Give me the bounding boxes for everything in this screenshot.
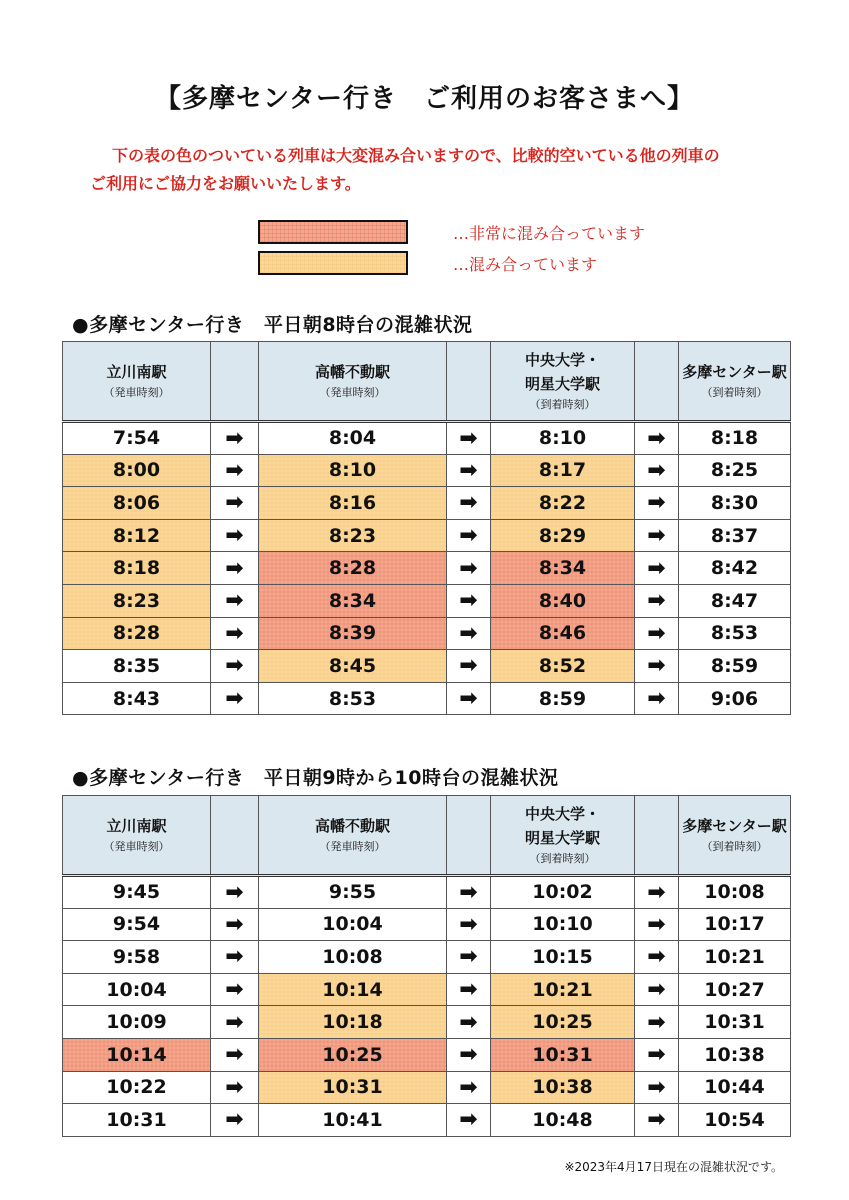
footnote: ※2023年4月17日現在の混雑状況です。 [564,1160,783,1174]
right-arrow-icon: ➡ [635,552,679,585]
time-cell: 8:30 [679,487,791,520]
right-arrow-icon: ➡ [447,876,491,909]
time-cell: 10:38 [491,1071,635,1104]
table-row [63,487,791,520]
notice-text [90,142,790,198]
header-station-0 [63,796,211,876]
time-cell: 8:00 [63,454,211,487]
time-cell: 8:52 [491,650,635,683]
time-type-label: （到着時刻） [529,398,596,411]
time-type-label: （到着時刻） [529,852,596,865]
right-arrow-icon: ➡ [211,908,259,941]
right-arrow-icon: ➡ [447,650,491,683]
table-row [63,682,791,715]
table-row [63,1104,791,1137]
header-arrow-spacer [211,796,259,876]
station-name-line-1: 中央大学・ [524,805,600,823]
right-arrow-icon: ➡ [447,1038,491,1071]
legend-very-crowded [258,219,678,245]
header-arrow-spacer [635,342,679,422]
right-arrow-icon: ➡ [447,941,491,974]
time-cell: 8:17 [491,454,635,487]
right-arrow-icon: ➡ [635,519,679,552]
time-cell: 9:06 [679,682,791,715]
station-name: 高幡不動駅 [314,817,390,835]
right-arrow-icon: ➡ [635,908,679,941]
legend-crowded [258,250,678,276]
time-cell: 10:44 [679,1071,791,1104]
time-cell: 10:41 [259,1104,447,1137]
time-cell: 8:53 [679,617,791,650]
time-cell: 8:18 [63,552,211,585]
time-type-label: （発車時刻） [103,386,170,399]
time-cell: 10:38 [679,1038,791,1071]
right-arrow-icon: ➡ [211,487,259,520]
time-cell: 8:34 [491,552,635,585]
right-arrow-icon: ➡ [211,519,259,552]
station-name: 立川南駅 [106,817,167,835]
time-cell: 10:25 [259,1038,447,1071]
header-row [63,342,791,422]
right-arrow-icon: ➡ [635,650,679,683]
time-cell: 10:14 [63,1038,211,1071]
time-cell: 10:04 [259,908,447,941]
header-row [63,796,791,876]
crowded-swatch [258,251,408,275]
timetable-8am [62,341,791,715]
right-arrow-icon: ➡ [447,973,491,1006]
table-row [63,973,791,1006]
right-arrow-icon: ➡ [635,876,679,909]
right-arrow-icon: ➡ [211,682,259,715]
time-cell: 10:04 [63,973,211,1006]
section-heading-8am: ●多摩センター行き 平日朝8時台の混雑状況 [72,314,473,336]
time-cell: 10:15 [491,941,635,974]
right-arrow-icon: ➡ [635,1006,679,1039]
right-arrow-icon: ➡ [211,1071,259,1104]
time-cell: 8:10 [259,454,447,487]
time-cell: 10:48 [491,1104,635,1137]
time-cell: 10:14 [259,973,447,1006]
right-arrow-icon: ➡ [635,584,679,617]
time-cell: 10:31 [63,1104,211,1137]
time-cell: 8:40 [491,584,635,617]
header-station-1 [259,342,447,422]
right-arrow-icon: ➡ [447,454,491,487]
table-row [63,941,791,974]
table-row [63,650,791,683]
time-type-label: （到着時刻） [701,386,768,399]
right-arrow-icon: ➡ [635,1038,679,1071]
right-arrow-icon: ➡ [447,908,491,941]
time-cell: 8:39 [259,617,447,650]
time-cell: 8:16 [259,487,447,520]
header-arrow-spacer [635,796,679,876]
time-cell: 8:34 [259,584,447,617]
right-arrow-icon: ➡ [211,422,259,455]
notice-line-1: 下の表の色のついている列車は大変混み合いますので、比較的空いている他の列車の [112,146,720,165]
time-cell: 10:31 [259,1071,447,1104]
right-arrow-icon: ➡ [211,1104,259,1137]
time-cell: 9:45 [63,876,211,909]
time-cell: 10:25 [491,1006,635,1039]
station-name: 多摩センター駅 [682,817,787,835]
right-arrow-icon: ➡ [447,682,491,715]
right-arrow-icon: ➡ [635,682,679,715]
time-cell: 8:29 [491,519,635,552]
time-type-label: （発車時刻） [103,840,170,853]
time-cell: 10:21 [491,973,635,1006]
time-type-label: （発車時刻） [319,840,386,853]
table-row [63,552,791,585]
header-arrow-spacer [447,796,491,876]
time-cell: 10:31 [491,1038,635,1071]
time-cell: 7:54 [63,422,211,455]
table-row [63,876,791,909]
page-title: 【多摩センター行き ご利用のお客さまへ】 [155,84,694,114]
right-arrow-icon: ➡ [211,617,259,650]
table-row [63,1006,791,1039]
time-cell: 8:47 [679,584,791,617]
right-arrow-icon: ➡ [635,941,679,974]
time-type-label: （到着時刻） [701,840,768,853]
header-arrow-spacer [447,342,491,422]
header-station-2 [491,342,635,422]
time-type-label: （発車時刻） [319,386,386,399]
right-arrow-icon: ➡ [211,1006,259,1039]
time-cell: 8:22 [491,487,635,520]
time-cell: 10:22 [63,1071,211,1104]
header-station-0 [63,342,211,422]
right-arrow-icon: ➡ [211,941,259,974]
right-arrow-icon: ➡ [447,552,491,585]
right-arrow-icon: ➡ [447,617,491,650]
header-arrow-spacer [211,342,259,422]
time-cell: 9:55 [259,876,447,909]
time-cell: 10:02 [491,876,635,909]
time-cell: 10:08 [679,876,791,909]
table-row [63,422,791,455]
time-cell: 8:59 [491,682,635,715]
section-heading-9-10am: ●多摩センター行き 平日朝9時から10時台の混雑状況 [72,767,559,789]
station-name: 高幡不動駅 [314,363,390,381]
right-arrow-icon: ➡ [447,1104,491,1137]
header-station-1 [259,796,447,876]
time-cell: 8:28 [63,617,211,650]
time-cell: 8:28 [259,552,447,585]
table-row [63,617,791,650]
time-cell: 10:09 [63,1006,211,1039]
table-row [63,1038,791,1071]
right-arrow-icon: ➡ [447,519,491,552]
right-arrow-icon: ➡ [447,1071,491,1104]
right-arrow-icon: ➡ [211,584,259,617]
time-cell: 9:54 [63,908,211,941]
time-cell: 8:10 [491,422,635,455]
time-cell: 8:46 [491,617,635,650]
right-arrow-icon: ➡ [635,1071,679,1104]
time-cell: 8:25 [679,454,791,487]
table-row [63,908,791,941]
time-cell: 10:18 [259,1006,447,1039]
right-arrow-icon: ➡ [211,1038,259,1071]
right-arrow-icon: ➡ [447,487,491,520]
time-cell: 10:31 [679,1006,791,1039]
legend-label-very-crowded: …非常に混み合っています [453,223,646,243]
time-cell: 8:37 [679,519,791,552]
right-arrow-icon: ➡ [447,584,491,617]
time-cell: 8:04 [259,422,447,455]
time-cell: 8:43 [63,682,211,715]
time-cell: 8:12 [63,519,211,552]
timetable-9-10am [62,795,791,1137]
right-arrow-icon: ➡ [635,1104,679,1137]
right-arrow-icon: ➡ [635,617,679,650]
table-row [63,1071,791,1104]
table-row [63,454,791,487]
table-row [63,584,791,617]
time-cell: 8:59 [679,650,791,683]
time-cell: 10:27 [679,973,791,1006]
right-arrow-icon: ➡ [211,454,259,487]
right-arrow-icon: ➡ [635,973,679,1006]
right-arrow-icon: ➡ [635,487,679,520]
time-cell: 10:08 [259,941,447,974]
right-arrow-icon: ➡ [635,422,679,455]
time-cell: 8:45 [259,650,447,683]
station-name: 多摩センター駅 [682,363,787,381]
time-cell: 8:06 [63,487,211,520]
header-station-3 [679,796,791,876]
time-cell: 10:10 [491,908,635,941]
station-name-line-2: 明星大学駅 [524,375,600,393]
time-cell: 8:23 [63,584,211,617]
time-cell: 10:54 [679,1104,791,1137]
right-arrow-icon: ➡ [211,650,259,683]
station-name-line-2: 明星大学駅 [524,829,600,847]
time-cell: 8:18 [679,422,791,455]
header-station-3 [679,342,791,422]
header-station-2 [491,796,635,876]
time-cell: 10:17 [679,908,791,941]
station-name-line-1: 中央大学・ [524,351,600,369]
table-row [63,519,791,552]
right-arrow-icon: ➡ [447,1006,491,1039]
legend-label-crowded: …混み合っています [453,254,598,274]
notice-line-2: ご利用にご協力をお願いいたします。 [90,174,361,193]
time-cell: 8:35 [63,650,211,683]
time-cell: 9:58 [63,941,211,974]
right-arrow-icon: ➡ [211,552,259,585]
time-cell: 8:42 [679,552,791,585]
right-arrow-icon: ➡ [447,422,491,455]
right-arrow-icon: ➡ [211,973,259,1006]
station-name: 立川南駅 [106,363,167,381]
very-crowded-swatch [258,220,408,244]
time-cell: 8:53 [259,682,447,715]
right-arrow-icon: ➡ [635,454,679,487]
time-cell: 8:23 [259,519,447,552]
right-arrow-icon: ➡ [211,876,259,909]
time-cell: 10:21 [679,941,791,974]
